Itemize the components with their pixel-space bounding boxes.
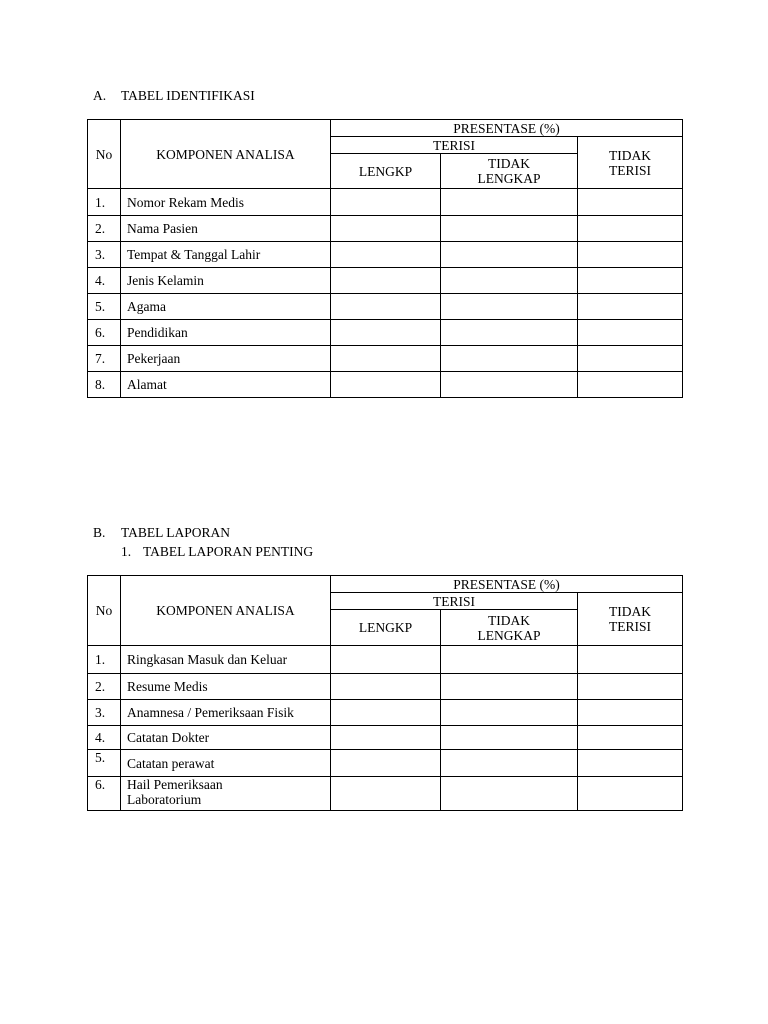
cell-tidak-lengkap[interactable] <box>441 372 578 398</box>
cell-lengkap[interactable] <box>331 242 441 268</box>
cell-tidak-lengkap[interactable] <box>441 216 578 242</box>
cell-tidak-terisi[interactable] <box>578 320 683 346</box>
cell-lengkap[interactable] <box>331 216 441 242</box>
table-row <box>88 700 683 726</box>
header-lengkap: LENGKP <box>331 610 441 646</box>
table-row <box>88 294 683 320</box>
cell-tidak-terisi[interactable] <box>578 372 683 398</box>
header-presentase: PRESENTASE (%) <box>331 576 683 593</box>
table-row <box>88 242 683 268</box>
cell-lengkap[interactable] <box>331 268 441 294</box>
header-tidak-lengkap <box>441 154 578 189</box>
table-row <box>88 216 683 242</box>
row-komponen: Agama <box>121 294 331 320</box>
cell-lengkap[interactable] <box>331 726 441 750</box>
row-komponen: Ringkasan Masuk dan Keluar <box>121 646 331 674</box>
table-row <box>88 189 683 216</box>
cell-lengkap[interactable] <box>331 346 441 372</box>
row-komponen: Alamat <box>121 372 331 398</box>
table-laporan <box>87 575 683 811</box>
cell-tidak-lengkap[interactable] <box>441 242 578 268</box>
cell-tidak-terisi[interactable] <box>578 268 683 294</box>
header-no: No <box>88 576 121 646</box>
row-no: 1. <box>88 189 121 216</box>
cell-tidak-lengkap[interactable] <box>441 700 578 726</box>
header-terisi: TERISI <box>331 593 578 610</box>
section-a-marker: A. <box>93 88 107 103</box>
table-row <box>88 674 683 700</box>
row-no: 3. <box>88 242 121 268</box>
row-no: 6. <box>88 777 121 811</box>
header-tidak-terisi <box>578 593 683 646</box>
row-komponen-line1: Hail Pemeriksaan <box>127 777 223 792</box>
cell-lengkap[interactable] <box>331 646 441 674</box>
cell-lengkap[interactable] <box>331 674 441 700</box>
table-row <box>88 320 683 346</box>
row-komponen: Pekerjaan <box>121 346 331 372</box>
header-tidak-lengkap-line1: TIDAK <box>488 156 530 171</box>
table-row <box>88 777 683 811</box>
cell-lengkap[interactable] <box>331 777 441 811</box>
cell-tidak-terisi[interactable] <box>578 674 683 700</box>
table-row <box>88 750 683 777</box>
cell-lengkap[interactable] <box>331 750 441 777</box>
row-komponen: Nama Pasien <box>121 216 331 242</box>
row-no: 6. <box>88 320 121 346</box>
cell-tidak-lengkap[interactable] <box>441 777 578 811</box>
header-terisi: TERISI <box>331 137 578 154</box>
cell-lengkap[interactable] <box>331 189 441 216</box>
header-lengkap: LENGKP <box>331 154 441 189</box>
table-row <box>88 346 683 372</box>
header-tidak-lengkap <box>441 610 578 646</box>
header-no: No <box>88 120 121 189</box>
header-tidak-lengkap-line1: TIDAK <box>488 612 530 628</box>
cell-lengkap[interactable] <box>331 372 441 398</box>
table-row <box>88 646 683 674</box>
cell-tidak-lengkap[interactable] <box>441 294 578 320</box>
header-tidak-terisi-line1: TIDAK <box>609 147 651 163</box>
header-tidak-terisi-line2: TERISI <box>609 162 651 178</box>
row-komponen: Nomor Rekam Medis <box>121 189 331 216</box>
header-presentase: PRESENTASE (%) <box>331 120 683 137</box>
header-tidak-lengkap-line2: LENGKAP <box>477 171 541 186</box>
section-b-subheading <box>121 544 313 560</box>
cell-tidak-lengkap[interactable] <box>441 189 578 216</box>
cell-tidak-lengkap[interactable] <box>441 750 578 777</box>
section-b-title: TABEL LAPORAN <box>121 525 231 540</box>
row-no: 8. <box>88 372 121 398</box>
cell-lengkap[interactable] <box>331 320 441 346</box>
row-no: 5. <box>88 294 121 320</box>
section-a-title: TABEL IDENTIFIKASI <box>121 88 255 103</box>
row-komponen: Pendidikan <box>121 320 331 346</box>
cell-tidak-terisi[interactable] <box>578 294 683 320</box>
cell-tidak-terisi[interactable] <box>578 346 683 372</box>
cell-tidak-lengkap[interactable] <box>441 268 578 294</box>
cell-lengkap[interactable] <box>331 700 441 726</box>
row-komponen <box>121 777 331 811</box>
cell-tidak-terisi[interactable] <box>578 700 683 726</box>
row-komponen: Resume Medis <box>121 674 331 700</box>
cell-lengkap[interactable] <box>331 294 441 320</box>
header-tidak-lengkap-line2: LENGKAP <box>477 627 541 643</box>
row-no: 5. <box>88 750 121 777</box>
cell-tidak-lengkap[interactable] <box>441 646 578 674</box>
cell-tidak-lengkap[interactable] <box>441 320 578 346</box>
section-b-marker: B. <box>93 525 106 540</box>
row-no: 1. <box>88 646 121 674</box>
row-komponen: Jenis Kelamin <box>121 268 331 294</box>
section-b-heading <box>93 525 230 541</box>
row-komponen-line2: Laboratorium <box>127 792 202 807</box>
cell-tidak-terisi[interactable] <box>578 750 683 777</box>
cell-tidak-lengkap[interactable] <box>441 346 578 372</box>
cell-tidak-terisi[interactable] <box>578 189 683 216</box>
row-no: 4. <box>88 268 121 294</box>
cell-tidak-terisi[interactable] <box>578 726 683 750</box>
table-identifikasi <box>87 119 683 398</box>
cell-tidak-terisi[interactable] <box>578 777 683 811</box>
table-row <box>88 726 683 750</box>
row-komponen: Anamnesa / Pemeriksaan Fisik <box>121 700 331 726</box>
row-komponen: Catatan perawat <box>121 750 331 777</box>
table-row <box>88 372 683 398</box>
section-b-sub-marker: 1. <box>121 544 132 559</box>
header-tidak-terisi-line1: TIDAK <box>609 604 651 619</box>
cell-tidak-terisi[interactable] <box>578 216 683 242</box>
row-no: 4. <box>88 726 121 750</box>
row-komponen: Tempat & Tanggal Lahir <box>121 242 331 268</box>
row-no: 2. <box>88 216 121 242</box>
header-tidak-terisi-line2: TERISI <box>609 619 651 634</box>
cell-tidak-lengkap[interactable] <box>441 674 578 700</box>
row-no: 3. <box>88 700 121 726</box>
cell-tidak-lengkap[interactable] <box>441 726 578 750</box>
header-tidak-terisi <box>578 137 683 189</box>
row-no: 7. <box>88 346 121 372</box>
cell-tidak-terisi[interactable] <box>578 242 683 268</box>
row-no: 2. <box>88 674 121 700</box>
header-komponen: KOMPONEN ANALISA <box>121 120 331 189</box>
section-a-heading <box>93 88 255 104</box>
header-komponen: KOMPONEN ANALISA <box>121 576 331 646</box>
section-b-sub-title: TABEL LAPORAN PENTING <box>143 544 314 559</box>
table-row <box>88 268 683 294</box>
row-komponen: Catatan Dokter <box>121 726 331 750</box>
cell-tidak-terisi[interactable] <box>578 646 683 674</box>
